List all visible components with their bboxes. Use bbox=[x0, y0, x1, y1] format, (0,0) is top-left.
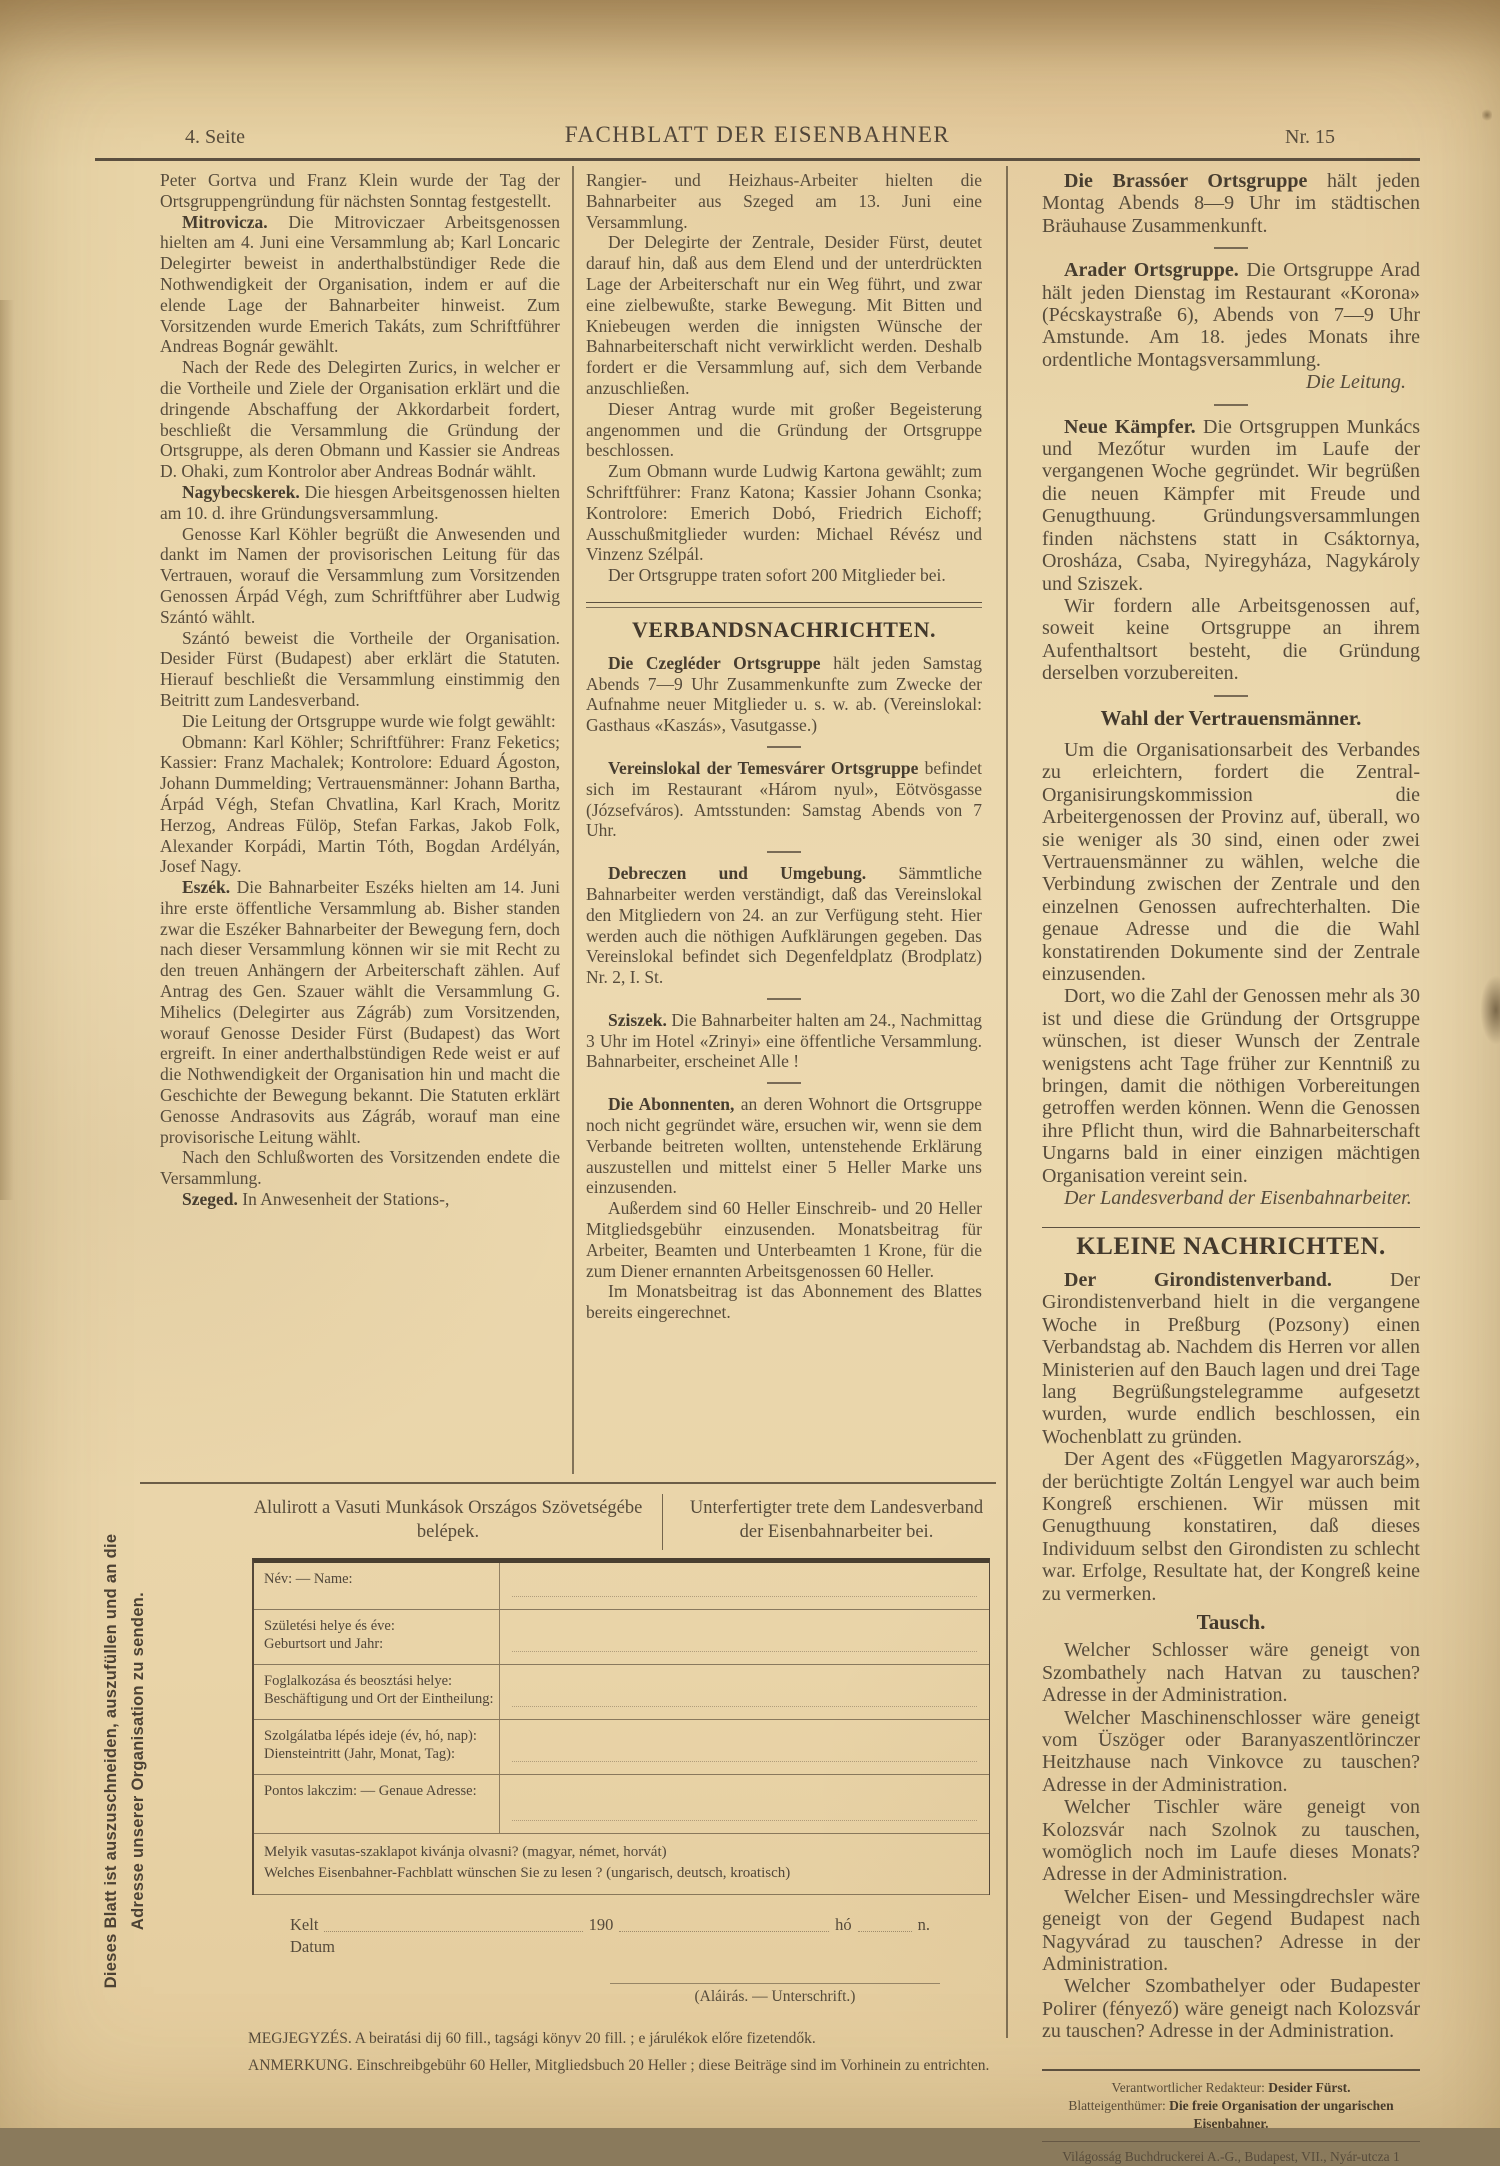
form-answer-blank bbox=[499, 1610, 989, 1664]
paragraph-text: Peter Gortva und Franz Klein wurde der Tag der Ortsgruppengründung für nächsten Sonntag festgestellt. bbox=[160, 170, 560, 211]
paper-blemish bbox=[1482, 108, 1492, 122]
form-answer-blank bbox=[499, 1720, 989, 1774]
form-date-month-label: hó bbox=[835, 1915, 852, 1934]
paragraph-lead: Arader Ortsgruppe. bbox=[1064, 259, 1239, 282]
form-label bbox=[254, 1563, 499, 1609]
form-label bbox=[254, 1665, 499, 1719]
article-paragraph: Der Agent des «Független Magyarország», der berüchtigte Zoltán Lengyel war auch beim Kongreß erschienen. Wir müssen mit Genugthuung konstatiren, daß dieses Individuum selbst den Girondisten zu schlecht war. Erfolge, Resultate hat, der Kongreß keine zu vermerken. bbox=[1042, 1448, 1420, 1605]
article-paragraph bbox=[586, 653, 982, 736]
dotted-leader bbox=[324, 1931, 582, 1932]
paper-shadow-edge bbox=[0, 300, 14, 1200]
item-separator bbox=[767, 851, 801, 853]
form-label-hu: Szolgálatba lépés ideje (év, hó, nap): bbox=[264, 1728, 477, 1744]
column-left bbox=[160, 170, 560, 1210]
paragraph-text: Der Girondistenverband hielt in die vergangene Woche in Preßburg (Pozsony) einen Verbandstag ab. Nachdem dis Herren vor allen Ministerien auf den Bauch lagen und drei Tage lang Begrüßungstelegramme aufgesetzt wurden, wurde endlich beschlossen, ein Wochenblatt zu gründen. bbox=[1042, 1268, 1420, 1448]
paragraph-lead: Mitrovicza. bbox=[182, 211, 268, 232]
imprint-editor-label: Verantwortlicher Redakteur: bbox=[1111, 2079, 1269, 2095]
paragraph-text: Sämmtliche Bahnarbeiter werden verständigt, daß das Vereinslokal den Mitgliedern von 24. an zur Verfügung steht. Hier werden auch die nöthigen Aufklärungen gegeben. Das Vereinslokal befindet sich Degenfeldplatz (Brodplatz) Nr. 2, I. St. bbox=[586, 863, 982, 988]
header-rule bbox=[95, 158, 1420, 161]
paragraph-text: Die Bahnarbeiter Eszéks hielten am 14. Juni ihre erste öffentliche Versammlung ab. Bisher standen zwar die Eszéker Bahnarbeiter der Bewegung fern, doch nach dieser Versammlung können wir sie mit Recht zu den treuen Anhängern der Arbeiterschaft zählen. Auf Antrag des Gen. Szauer wählt die Versammlung G. Mihelics (Delegirter aus Zágráb) zum Vorsitzenden, worauf Genosse Desider Fürst (Budapest) das Wort ergreift. In einer anderthalbstündigen Rede weist er auf die Nothwendigkeit der Organisation hin und macht die Geschichte der Bewegung bekannt. Die Statuten erklärt Genosse Andrasovits aus Zágráb, worauf man eine provisorische Leitung wählt. bbox=[160, 877, 560, 1147]
article-paragraph bbox=[160, 732, 560, 878]
article-paragraph bbox=[586, 758, 982, 841]
item-separator bbox=[1214, 247, 1248, 249]
article-paragraph bbox=[160, 877, 560, 1147]
article-paragraph: Welcher Szombathelyer oder Budapester Polirer (fényező) wäre geneigt nach Kolozsvár zu tauschen? Adresse in der Administration. bbox=[1042, 1975, 1420, 2043]
paragraph-text: Obmann: Karl Köhler; Schriftführer: Franz Feketics; Kassier: Franz Machalek; Kontrolore: Eduard Ágoston, Johann Dummelding; Vertrauensmänner: Johann Bartha, Árpád Végh, Stefan Chvatlina, Karl Krach, Moritz Herzog, Andreas Fülöp, Stefan Farkas, Jakob Folk, Alexander Korpádi, Martin Tóth, Bogdan Ardélyán, Josef Nagy. bbox=[160, 731, 560, 877]
form-row-service-entry bbox=[254, 1720, 989, 1775]
form-label-hu: Foglalkozása és beosztási helye: bbox=[264, 1673, 453, 1689]
paragraph-text: hält jeden Montag Abends 8—9 Uhr im städtischen Bräuhause Zusammenkunft. bbox=[1042, 170, 1420, 237]
article-paragraph bbox=[160, 628, 560, 711]
paragraph-text: Die Ortsgruppen Munkács und Mezőtur wurden im Laufe der vergangenen Woche gegründet. Wir begrüßen die neuen Kämpfer mit Freude und Genugthuung. Gründungsversammlungen finden nächstens statt in Csáktornya, Orosháza, Csaba, Nyiregyháza, Nagykároly und Sziszek. bbox=[1042, 415, 1420, 595]
paragraph-text: Rangier- und Heizhaus-Arbeiter hielten die Bahnarbeiter aus Szeged am 13. Juni eine Versammlung. bbox=[586, 170, 982, 232]
imprint-printer-line: Világosság Buchdruckerei A.-G., Budapest, VII., Nyár-utcza 1 bbox=[1062, 2148, 1400, 2164]
imprint-owner-name: Die freie Organisation der ungarischen Eisenbahner. bbox=[1169, 2097, 1394, 2131]
form-date-day-label: n. bbox=[917, 1915, 930, 1934]
form-label-hu: Pontos lakczim: — Genaue Adresse: bbox=[264, 1783, 477, 1799]
form-header-german: Unterfertigter trete dem Landesverband der Eisenbahnarbeiter bei. bbox=[689, 1498, 984, 1542]
article-paragraph bbox=[160, 524, 560, 628]
paragraph-lead: Szeged. bbox=[182, 1189, 238, 1210]
paragraph-text: Szántó beweist die Vortheile der Organisation. Desider Fürst (Budapest) aber erklärt die Statuten. Hierauf beschließt die Versammlung einstimmig den Beitritt zum Landesverband. bbox=[160, 627, 560, 710]
article-signature: Die Leitung. bbox=[1306, 371, 1406, 394]
paragraph-lead: Debreczen und Umgebung. bbox=[608, 863, 867, 884]
imprint-rule bbox=[1042, 2141, 1420, 2142]
article-paragraph bbox=[160, 482, 560, 524]
form-label-de: Beschäftigung und Ort der Eintheilung: bbox=[264, 1691, 494, 1707]
form-headers bbox=[248, 1494, 996, 1550]
page-number-label: 4. Seite bbox=[185, 126, 245, 148]
paper-blemish bbox=[1480, 975, 1500, 1045]
paragraph-text: Außerdem sind 60 Heller Einschreib- und 20 Heller Mitgliedsgebühr einzusenden. Monatsbeitrag für Arbeiter, Beamten und Unterbeamten 1 Krone, für die zum Diener ernannten Arbeitsgenossen 60 Heller. bbox=[586, 1198, 982, 1281]
form-answer-blank bbox=[499, 1563, 989, 1609]
article-paragraph bbox=[160, 711, 560, 732]
form-signature-block bbox=[610, 1983, 940, 2006]
paragraph-text: Der Delegirte der Zentrale, Desider Fürst, deutet darauf hin, daß aus dem Elend und der unterdrückten Lage der Arbeiterschaft nur ein Weg führt, und zwar eine zielbewußte, starke Bewegung. Mit Bitten und Kniebeugen werden die innigsten Wünsche der Bahnarbeiterschaft nicht verwirklicht werden. Deshalb fordert er die Versammlung auf, sich dem Verbande anzuschließen. bbox=[586, 232, 982, 398]
article-paragraph bbox=[586, 1198, 982, 1281]
item-separator bbox=[767, 998, 801, 1000]
dotted-leader bbox=[619, 1931, 829, 1932]
form-note-german: ANMERKUNG. Einschreibgebühr 60 Heller, Mitgliedsbuch 20 Heller ; diese Beiträge sind im Vorhinein zu entrichten. bbox=[248, 2057, 990, 2074]
issue-number-label: Nr. 15 bbox=[1285, 126, 1335, 148]
form-label bbox=[254, 1610, 499, 1664]
article-paragraph bbox=[586, 1010, 982, 1072]
form-label-de: Geburtsort und Jahr: bbox=[264, 1636, 384, 1652]
section-rule bbox=[586, 602, 982, 608]
form-label-de: Diensteintritt (Jahr, Monat, Tag): bbox=[264, 1746, 456, 1762]
paragraph-text: Die hiesgen Arbeitsgenossen hielten am 10. d. ihre Gründungsversammlung. bbox=[160, 481, 560, 523]
paragraph-text: Zum Obmann wurde Ludwig Kartona gewählt; zum Schriftführer: Franz Katona; Kassier Johann Csonka; Kontrolore: Emerich Dobó, Friedrich Eichoff; Ausschußmitglieder wurden: Michael Révész und Vinzenz Szélpál. bbox=[586, 461, 982, 565]
form-label-de: Welches Eisenbahner-Fachblatt wünschen Sie zu lesen ? (ungarisch, deutsch, kroatisch) bbox=[264, 1865, 791, 1881]
paragraph-text: an deren Wohnort die Ortsgruppe noch nicht gegründet wäre, ersuchen wir, wenn sie dem Verbande beitreten wollten, untenstehende Erklärung auszustellen und mittelst einer 5 Heller Marke uns einzusenden. bbox=[586, 1094, 983, 1198]
article-paragraph bbox=[160, 170, 560, 212]
article-paragraph bbox=[160, 1147, 560, 1189]
paragraph-text: Nach den Schlußworten des Vorsitzenden endete die Versammlung. bbox=[160, 1147, 560, 1189]
article-paragraph bbox=[1042, 170, 1420, 237]
paragraph-lead: Neue Kämpfer. bbox=[1064, 415, 1196, 438]
form-date-row bbox=[290, 1915, 930, 1935]
article-paragraph bbox=[1042, 1269, 1420, 1448]
form-answer-blank bbox=[499, 1665, 989, 1719]
column-divider bbox=[1006, 166, 1008, 2038]
section-heading-verbandsnachrichten: VERBANDSNACHRICHTEN. bbox=[632, 616, 936, 642]
form-label-hu: Név: — Name: bbox=[264, 1571, 353, 1587]
paragraph-lead: Nagybecskerek. bbox=[182, 481, 300, 502]
paragraph-lead: Vereinslokal der Temesvárer Ortsgruppe bbox=[608, 757, 919, 778]
page-header bbox=[95, 120, 1420, 156]
article-paragraph bbox=[586, 565, 982, 586]
article-paragraph: Um die Organisationsarbeit des Verbandes zu erleichtern, fordert die Zentral-Organisirungskommission die Arbeitergenossen der Provinz auf, überall, wo sie weniger als 30 sind, einen oder zwei Vertrauensmänner zu wählen, welche die Verbindung zwischen der Zentrale und den einzelnen Genossen aufrechterhalten. Die genaue Adresse und die die Wahl konstatirenden Dokumente sind der Zentrale einzusenden. bbox=[1042, 738, 1420, 985]
form-date-kelt-label: Kelt bbox=[290, 1915, 319, 1934]
paragraph-text: Im Monatsbeitrag ist das Abonnement des Blattes bereits eingerechnet. bbox=[586, 1281, 982, 1323]
article-paragraph bbox=[1042, 416, 1420, 595]
imprint-owner-line bbox=[1042, 2097, 1420, 2133]
form-top-rule bbox=[140, 1482, 996, 1484]
article-signature: Der Landesverband der Eisenbahnarbeiter. bbox=[1064, 1187, 1412, 1210]
article-paragraph: Wir fordern alle Arbeitsgenossen auf, soweit keine Ortsgruppe an ihrem Aufenthaltsort besteht, die Gründung derselben vorzubereiten. bbox=[1042, 594, 1420, 685]
paragraph-text: befindet sich im Restaurant «Három nyul», Eötvösgasse (Józsefváros). Amtsstunden: Samstag Abends von 7 Uhr. bbox=[586, 757, 982, 841]
paragraph-text: Dieser Antrag wurde mit großer Begeisterung angenommen und die Gründung der Ortsgruppe beschlossen. bbox=[586, 398, 982, 461]
paragraph-text: In Anwesenheit der Stations-, bbox=[237, 1189, 450, 1210]
membership-form bbox=[140, 1482, 996, 2076]
form-row-birth bbox=[254, 1610, 989, 1665]
dotted-leader bbox=[858, 1931, 912, 1932]
paragraph-lead: Sziszek. bbox=[608, 1009, 667, 1030]
form-row-address bbox=[254, 1775, 989, 1834]
article-paragraph bbox=[160, 357, 560, 482]
article-paragraph: Welcher Maschinenschlosser wäre geneigt vom Üszöger oder Baranyaszentlörinczer Heitzhause nach Vinkovce zu tauschen? Adresse in der Administration. bbox=[1042, 1706, 1420, 1796]
form-row-occupation bbox=[254, 1665, 989, 1720]
paragraph-text: Die Ortsgruppe Arad hält jeden Dienstag im Restaurant «Korona» (Pécskaystraße 6), Abends von 7—9 Uhr Amstunde. Am 18. jedes Monats ihre ordentliche Montagsversammlung. bbox=[1042, 259, 1421, 371]
section-heading-kleine-nachrichten: KLEINE NACHRICHTEN. bbox=[1076, 1233, 1386, 1261]
form-datum-label: Datum bbox=[290, 1937, 335, 1956]
paragraph-lead: Die Brassóer Ortsgruppe bbox=[1064, 170, 1308, 192]
item-separator bbox=[767, 1082, 801, 1084]
masthead-title: FACHBLATT DER EISENBAHNER bbox=[564, 122, 951, 147]
signature-line bbox=[610, 1983, 940, 1984]
paragraph-lead: Der Girondistenverband. bbox=[1064, 1268, 1332, 1291]
article-paragraph: Welcher Schlosser wäre geneigt von Szombathely nach Hatvan zu tauschen? Adresse in der Administration. bbox=[1042, 1639, 1420, 1707]
imprint-owner-label: Blatteigenthümer: bbox=[1068, 2097, 1170, 2113]
article-paragraph bbox=[160, 212, 560, 358]
paragraph-text: Die Mitroviczaer Arbeitsgenossen hielten am 4. Juni eine Versammlung ab; Karl Loncaric Delegirter beweist in anderthalbstündiger Rede die Nothwendigkeit der Organisation, indem er auf die elende Lage der Bahnarbeiter hinweist. Zum Vorsitzenden wurde Emerich Takáts, zum Schriftführer Andreas Bognár gewählt. bbox=[160, 211, 560, 357]
paragraph-text: Die Leitung der Ortsgruppe wurde wie folgt gewählt: bbox=[182, 710, 556, 731]
form-table bbox=[252, 1558, 990, 1895]
article-paragraph: Welcher Tischler wäre geneigt von Kolozsvár nach Szolnok zu tauschen, womöglich noch im Laufe dieses Monats? Adresse in der Administration. bbox=[1042, 1796, 1420, 1886]
item-separator bbox=[1214, 404, 1248, 406]
article-paragraph: Welcher Eisen- und Messingdrechsler wäre geneigt von der Gegend Budapest nach Nagyvárad zu tauschen? Adresse in der Administration. bbox=[1042, 1885, 1420, 1976]
form-row-name bbox=[254, 1563, 989, 1610]
form-answer-blank bbox=[499, 1775, 989, 1833]
article-paragraph bbox=[586, 863, 982, 988]
column-divider bbox=[572, 166, 574, 1474]
form-header-hungarian: Alulirott a Vasuti Munkások Országos Szövetségébe belépek. bbox=[248, 1494, 663, 1550]
form-label-hu: Születési helye és éve: bbox=[264, 1618, 395, 1634]
form-row-journal-question bbox=[254, 1834, 989, 1895]
item-separator bbox=[767, 746, 801, 748]
article-paragraph bbox=[586, 170, 982, 232]
signature-caption: (Aláirás. — Unterschrift.) bbox=[694, 1988, 856, 2005]
form-label bbox=[254, 1720, 499, 1774]
column-right bbox=[1042, 170, 1420, 2166]
article-paragraph bbox=[160, 1189, 560, 1210]
paragraph-text: hält jeden Samstag Abends 7—9 Uhr Zusammenkunfte zum Zwecke der Aufnahme neuer Mitglieder u. s. w. ab. (Vereinslokal: Gasthaus «Kaszás», Vasutgasse.) bbox=[586, 652, 982, 736]
paragraph-lead: Eszék. bbox=[182, 877, 231, 898]
imprint-editor-line bbox=[1042, 2079, 1420, 2097]
article-paragraph bbox=[586, 232, 982, 398]
article-paragraph bbox=[586, 1094, 982, 1198]
article-paragraph: Dort, wo die Zahl der Genossen mehr als 30 ist und diese die Gründung der Ortsgruppe wünschen, ist dieser Wunsch der Zentrale wenigstens acht Tage früher zur Kenntniß zu bringen, damit die nöthigen Vorbereitungen getroffen werden können. Wenn die Genossen ihre Pflicht thun, wird die Bahnarbeiterschaft Ungarns bald in einer einzigen mächtigen Organisation vereint sein. bbox=[1042, 985, 1420, 1187]
article-paragraph bbox=[586, 461, 982, 565]
column-middle bbox=[586, 170, 982, 1323]
article-paragraph bbox=[1042, 259, 1420, 371]
item-separator bbox=[1214, 695, 1248, 697]
cutout-instruction-line1: Dieses Blatt ist auszuschneiden, auszufüllen und an die bbox=[102, 1533, 120, 1989]
section-heading-wahl: Wahl der Vertrauensmänner. bbox=[1100, 705, 1362, 730]
section-rule bbox=[1042, 1227, 1420, 1228]
cutout-instruction-line2: Adresse unserer Organisation zu senden. bbox=[129, 1591, 147, 1931]
cutout-instruction-rotated bbox=[98, 1524, 152, 1998]
paragraph-text: Der Ortsgruppe traten sofort 200 Mitglieder bei. bbox=[608, 565, 946, 586]
form-label-hu: Melyik vasutas-szaklapot kivánja olvasni? (magyar, német, horvát) bbox=[264, 1844, 667, 1860]
section-heading-tausch: Tausch. bbox=[1196, 1609, 1266, 1634]
form-date-year: 190 bbox=[588, 1915, 614, 1934]
paragraph-lead: Die Abonnenten, bbox=[608, 1094, 735, 1115]
paragraph-text: Die Bahnarbeiter halten am 24., Nachmittag 3 Uhr im Hotel «Zrinyi» eine öffentliche Versammlung. Bahnarbeiter, erscheinet Alle ! bbox=[586, 1009, 982, 1072]
paragraph-lead: Die Czegléder Ortsgruppe bbox=[608, 652, 821, 673]
paragraph-text: Nach der Rede des Delegirten Zurics, in welcher er die Vortheile und Ziele der Organisation erklärt und die dringende Abschaffung der Akkordarbeit fordert, beschließt die Versammlung die Gründung der Ortsgruppe, als deren Obmann und Kassier sie Andreas D. Ohaki, zum Kontrolor aber Andreas Bodnár wählt. bbox=[160, 357, 560, 482]
form-label bbox=[254, 1775, 499, 1833]
imprint-block bbox=[1042, 2069, 1420, 2166]
form-note-hungarian: MEGJEGYZÉS. A beiratási dij 60 fill., tagsági könyv 20 fill. ; e járulékok előre fizetendők. bbox=[248, 2030, 816, 2047]
article-paragraph bbox=[586, 1281, 982, 1323]
paragraph-text: Genosse Karl Köhler begrüßt die Anwesenden und dankt im Namen der provisorischen Leitung für das Vertrauen, worauf die Versammlung zum Vorsitzenden Genossen Árpád Végh, zum Schriftführer aber Ludwig Szántó wählt. bbox=[160, 523, 560, 627]
imprint-editor-name: Desider Fürst. bbox=[1268, 2079, 1351, 2095]
article-paragraph bbox=[586, 399, 982, 461]
form-label bbox=[254, 1834, 989, 1894]
